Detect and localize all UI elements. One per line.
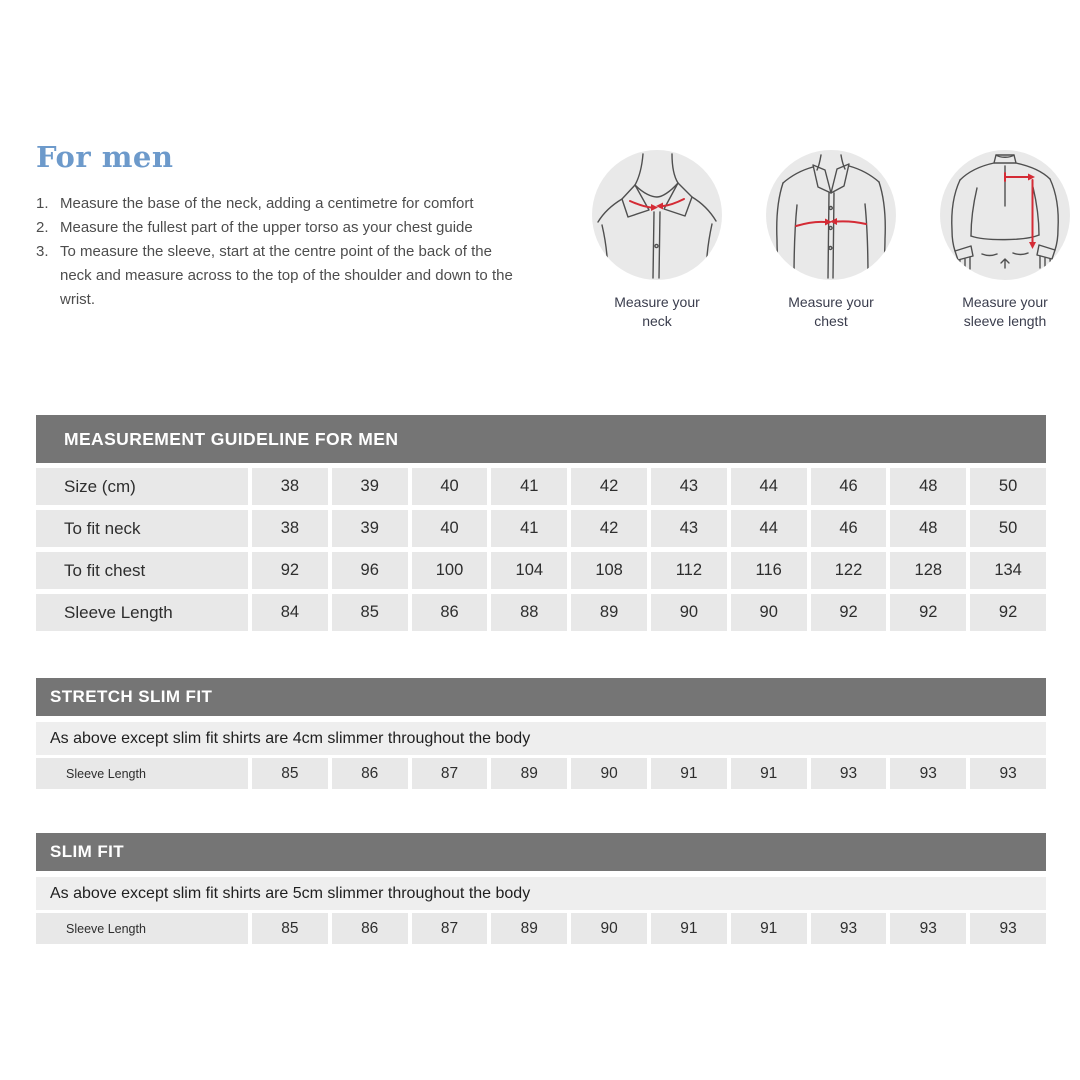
value-cell: 96 — [332, 552, 408, 589]
step-text: To measure the sleeve, start at the centre point of the back of the neck and measure across to the top of the shoulder and down to the wrist. — [60, 243, 513, 308]
value-cell: 92 — [970, 594, 1046, 631]
value-cell: 91 — [731, 758, 807, 789]
caption-line: Measure your — [614, 294, 700, 310]
measurement-guideline-table — [36, 415, 1046, 631]
caption-line: chest — [814, 313, 848, 329]
table-row-sleeve — [36, 913, 1046, 944]
sleeve-measure-icon — [940, 150, 1070, 280]
value-cell: 93 — [890, 758, 966, 789]
value-cell: 43 — [651, 468, 727, 505]
value-cell: 43 — [651, 510, 727, 547]
value-cell: 86 — [332, 913, 408, 944]
value-cell: 89 — [491, 758, 567, 789]
table-row-chest — [36, 552, 1046, 589]
value-cell: 87 — [412, 913, 488, 944]
value-cell: 38 — [252, 510, 328, 547]
value-cell: 134 — [970, 552, 1046, 589]
value-cell: 91 — [651, 913, 727, 944]
value-cell: 92 — [811, 594, 887, 631]
caption-line: Measure your — [962, 294, 1048, 310]
value-cell: 91 — [651, 758, 727, 789]
value-cell: 93 — [970, 913, 1046, 944]
row-label: Sleeve Length — [36, 913, 248, 944]
figure-neck — [582, 150, 732, 331]
value-cell: 42 — [571, 468, 647, 505]
row-label: To fit neck — [36, 510, 248, 547]
value-cell: 39 — [332, 510, 408, 547]
value-cell: 100 — [412, 552, 488, 589]
value-cell: 88 — [491, 594, 567, 631]
figure-caption — [614, 293, 700, 331]
row-label: To fit chest — [36, 552, 248, 589]
value-cell: 86 — [332, 758, 408, 789]
step-number: 2. — [36, 219, 49, 236]
figure-sleeve — [930, 150, 1080, 331]
row-label: Sleeve Length — [36, 594, 248, 631]
step-number: 3. — [36, 243, 49, 260]
value-cell: 48 — [890, 468, 966, 505]
value-cell: 87 — [412, 758, 488, 789]
value-cell: 104 — [491, 552, 567, 589]
step-item — [36, 240, 546, 312]
step-number: 1. — [36, 195, 49, 212]
value-cell: 40 — [412, 510, 488, 547]
neck-measure-icon — [592, 150, 722, 280]
value-cell: 93 — [970, 758, 1046, 789]
value-cell: 90 — [651, 594, 727, 631]
value-cell: 92 — [252, 552, 328, 589]
table-row-neck — [36, 510, 1046, 547]
step-text: Measure the fullest part of the upper torso as your chest guide — [60, 219, 473, 236]
measurement-figures — [582, 150, 1080, 331]
value-cell: 85 — [252, 758, 328, 789]
table-row-sleeve — [36, 758, 1046, 789]
caption-line: sleeve length — [963, 313, 1047, 329]
value-cell: 50 — [970, 510, 1046, 547]
value-cell: 50 — [970, 468, 1046, 505]
value-cell: 38 — [252, 468, 328, 505]
value-cell: 89 — [491, 913, 567, 944]
value-cell: 128 — [890, 552, 966, 589]
table-title-bar: MEASUREMENT GUIDELINE FOR MEN — [36, 415, 1046, 463]
page-title: For men — [36, 140, 174, 174]
value-cell: 92 — [890, 594, 966, 631]
value-cell: 93 — [811, 758, 887, 789]
value-cell: 93 — [890, 913, 966, 944]
step-text: Measure the base of the neck, adding a centimetre for comfort — [60, 195, 474, 212]
slim-fit-table — [36, 833, 1046, 944]
row-label: Sleeve Length — [36, 758, 248, 789]
value-cell: 44 — [731, 468, 807, 505]
caption-line: Measure your — [788, 294, 874, 310]
value-cell: 44 — [731, 510, 807, 547]
caption-line: neck — [642, 313, 672, 329]
figure-caption — [962, 293, 1048, 331]
value-cell: 46 — [811, 468, 887, 505]
value-cell: 90 — [731, 594, 807, 631]
value-cell: 39 — [332, 468, 408, 505]
value-cell: 91 — [731, 913, 807, 944]
table-row-sleeve — [36, 594, 1046, 631]
value-cell: 85 — [252, 913, 328, 944]
value-cell: 40 — [412, 468, 488, 505]
stretch-slim-fit-table — [36, 678, 1046, 789]
figure-chest — [756, 150, 906, 331]
value-cell: 86 — [412, 594, 488, 631]
value-cell: 42 — [571, 510, 647, 547]
step-item — [36, 216, 546, 240]
table-note: As above except slim fit shirts are 4cm slimmer throughout the body — [36, 722, 1046, 755]
value-cell: 85 — [332, 594, 408, 631]
row-label: Size (cm) — [36, 468, 248, 505]
chest-measure-icon — [766, 150, 896, 280]
value-cell: 90 — [571, 758, 647, 789]
step-item — [36, 192, 546, 216]
value-cell: 90 — [571, 913, 647, 944]
value-cell: 112 — [651, 552, 727, 589]
value-cell: 84 — [252, 594, 328, 631]
table-title-bar: SLIM FIT — [36, 833, 1046, 871]
value-cell: 41 — [491, 510, 567, 547]
figure-caption — [788, 293, 874, 331]
value-cell: 48 — [890, 510, 966, 547]
value-cell: 41 — [491, 468, 567, 505]
value-cell: 93 — [811, 913, 887, 944]
table-row-size — [36, 468, 1046, 505]
value-cell: 46 — [811, 510, 887, 547]
value-cell: 89 — [571, 594, 647, 631]
table-title-bar: STRETCH SLIM FIT — [36, 678, 1046, 716]
value-cell: 116 — [731, 552, 807, 589]
value-cell: 122 — [811, 552, 887, 589]
measurement-steps — [36, 192, 546, 312]
table-note: As above except slim fit shirts are 5cm slimmer throughout the body — [36, 877, 1046, 910]
value-cell: 108 — [571, 552, 647, 589]
